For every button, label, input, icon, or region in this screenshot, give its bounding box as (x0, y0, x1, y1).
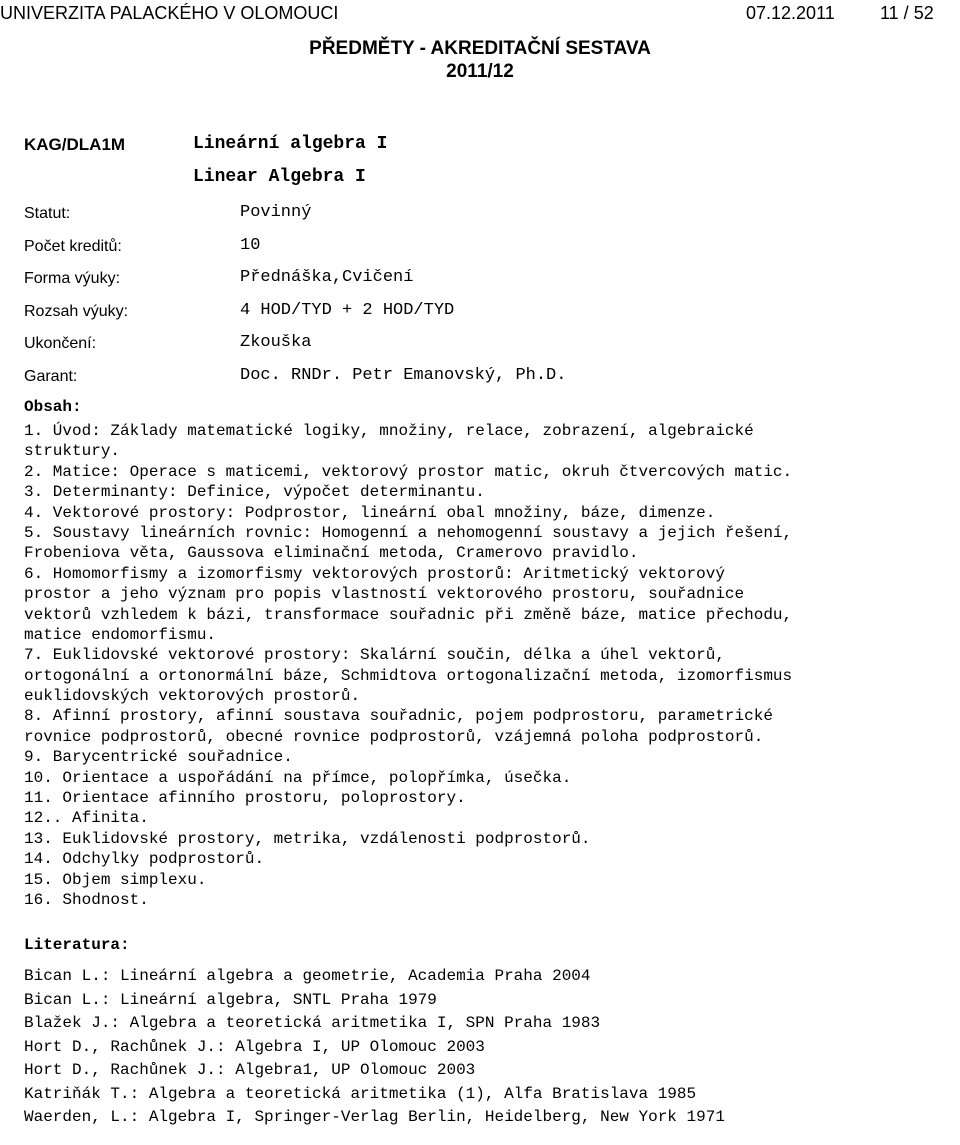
obsah-line: 6. Homomorfismy a izomorfismy vektorových prostorů: Aritmetický vektorový (24, 564, 725, 583)
obsah-line: 16. Shodnost. (24, 890, 149, 909)
obsah-line: matice endomorfismu. (24, 625, 217, 644)
property-label: Garant: (24, 367, 78, 385)
obsah-line: ortogonální a ortonormální báze, Schmidtova ortogonalizační metoda, izomorfismus (24, 666, 793, 685)
academic-year: 2011/12 (446, 61, 514, 82)
obsah-line: 9. Barycentrické souřadnice. (24, 748, 293, 767)
course-code: KAG/DLA1M (24, 135, 126, 154)
literatura-item: Bican L.: Lineární algebra a geometrie, Academia Praha 2004 (24, 967, 591, 985)
obsah-line: 1. Úvod: Základy matematické logiky, množiny, relace, zobrazení, algebraické (24, 422, 754, 440)
obsah-line: 15. Objem simplexu. (24, 870, 207, 889)
property-value: Doc. RNDr. Petr Emanovský, Ph.D. (240, 365, 567, 385)
literatura-item: Katriňák T.: Algebra a teoretická aritmetika (1), Alfa Bratislava 1985 (24, 1084, 697, 1103)
obsah-line: 3. Determinanty: Definice, výpočet determinantu. (24, 483, 485, 502)
obsah-line: 13. Euklidovské prostory, metrika, vzdálenosti podprostorů. (24, 829, 591, 848)
property-label: Forma výuky: (24, 270, 121, 288)
literatura-item: Hort D., Rachůnek J.: Algebra1, UP Olomouc 2003 (24, 1061, 476, 1079)
obsah-line: 7. Euklidovské vektorové prostory: Skalární součin, délka a úhel vektorů, (24, 646, 725, 665)
obsah-line: 12.. Afinita. (24, 809, 149, 828)
property-label: Počet kreditů: (24, 237, 122, 255)
report-date: 07.12.2011 (746, 3, 835, 23)
page-number: 11 / 52 (880, 3, 934, 23)
literatura-list (24, 965, 725, 1130)
literatura-item: Hort D., Rachůnek J.: Algebra I, UP Olomouc 2003 (24, 1037, 485, 1056)
property-value: Přednáška,Cvičení (240, 268, 414, 288)
property-value: Povinný (240, 203, 312, 222)
obsah-line: 8. Afinní prostory, afinní soustava souřadnic, pojem podprostoru, parametrické (24, 707, 773, 726)
property-label: Rozsah výuky: (24, 302, 129, 320)
obsah-line: rovnice podprostorů, obecné rovnice podprostorů, vzájemná poloha podprostorů. (24, 727, 764, 746)
obsah-heading: Obsah: (24, 398, 82, 416)
obsah-line: vektorů vzhledem k bázi, transformace souřadnic při změně báze, matice přechodu, (24, 605, 793, 624)
obsah-line: 10. Orientace a uspořádání na přímce, polopřímka, úsečka. (24, 768, 572, 787)
obsah-line: euklidovských vektorových prostorů. (24, 687, 361, 706)
obsah-line: prostor a jeho význam pro popis vlastností vektorového prostoru, souřadnice (24, 585, 745, 604)
obsah-content (24, 421, 792, 910)
property-label: Ukončení: (24, 335, 97, 353)
property-value: Zkouška (240, 333, 312, 353)
report-title: PŘEDMĚTY - AKREDITAČNÍ SESTAVA (309, 38, 651, 59)
literatura-item: Blažek J.: Algebra a teoretická aritmetika I, SPN Praha 1983 (24, 1014, 601, 1032)
obsah-line: 2. Matice: Operace s maticemi, vektorový prostor matic, okruh čtvercových matic. (24, 462, 793, 481)
obsah-line: 11. Orientace afinního prostoru, poloprostory. (24, 789, 466, 808)
property-value: 4 HOD/TYD + 2 HOD/TYD (240, 300, 455, 320)
obsah-line: 4. Vektorové prostory: Podprostor, lineární obal množiny, báze, dimenze. (24, 503, 716, 522)
obsah-line: 5. Soustavy lineárních rovnic: Homogenní a nehomogenní soustavy a jejich řešení, (24, 523, 793, 542)
obsah-line: struktury. (24, 442, 121, 461)
course-name-cz: Lineární algebra I (193, 134, 388, 154)
literatura-heading: Literatura: (24, 936, 130, 954)
property-label: Statut: (24, 205, 71, 222)
obsah-line: Frobeniova věta, Gaussova eliminační metoda, Cramerovo pravidlo. (24, 544, 639, 563)
property-value: 10 (240, 235, 261, 255)
university-name: UNIVERZITA PALACKÉHO V OLOMOUCI (0, 3, 339, 23)
literatura-item: Bican L.: Lineární algebra, SNTL Praha 1979 (24, 990, 437, 1009)
course-name-en: Linear Algebra I (193, 167, 366, 187)
literatura-item: Waerden, L.: Algebra I, Springer-Verlag Berlin, Heidelberg, New York 1971 (24, 1108, 725, 1126)
obsah-line: 14. Odchylky podprostorů. (24, 850, 265, 869)
